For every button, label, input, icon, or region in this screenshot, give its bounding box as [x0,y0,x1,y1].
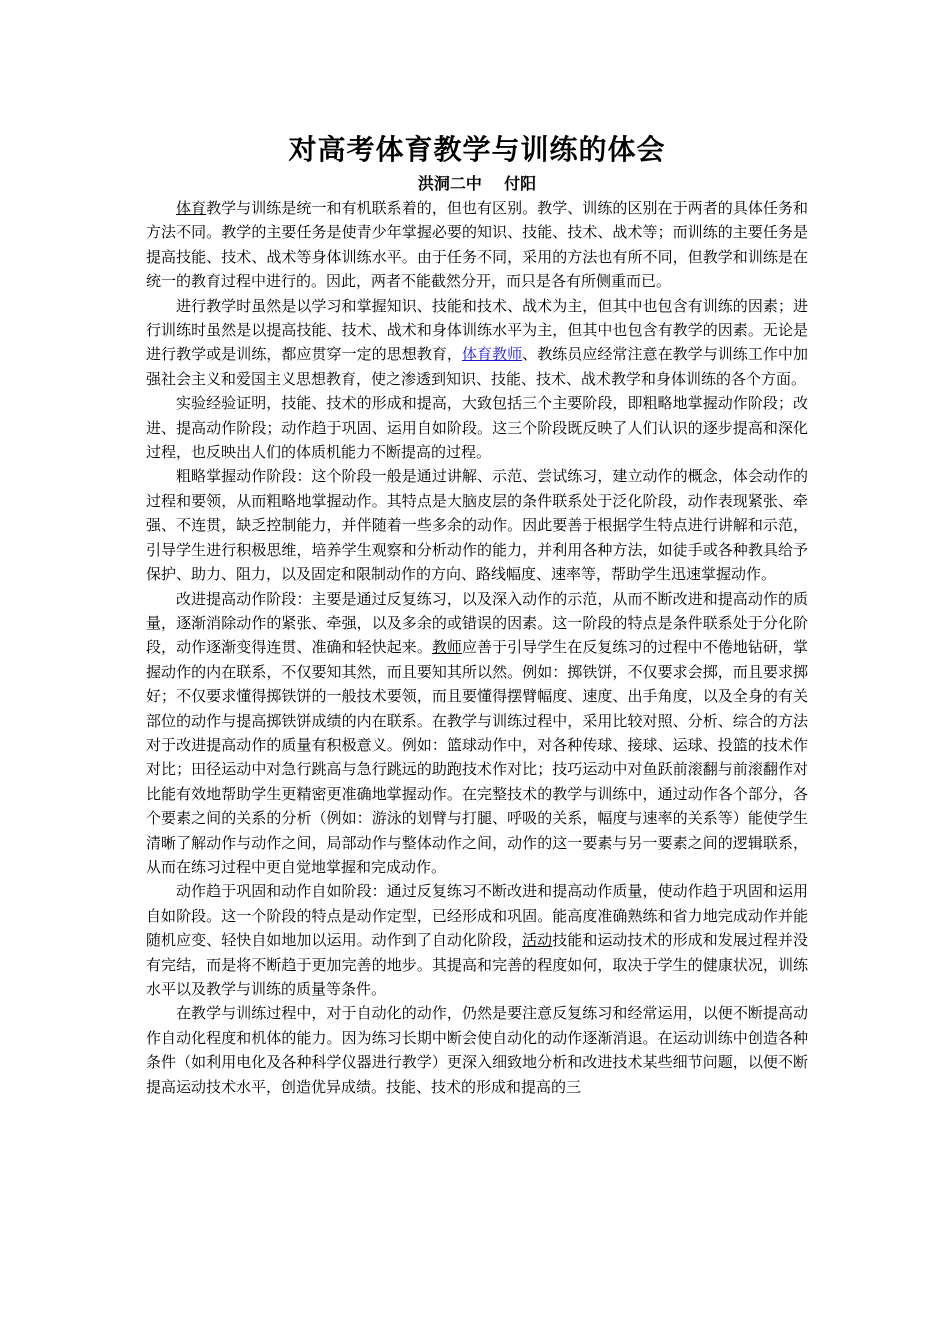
document-page [146,128,808,1099]
link-teacher[interactable]: 教师 [431,638,462,657]
paragraph-text: 在教学与训练过程中，对于自动化的动作，仍然是要注意反复练习和经常运用，以便不断提高动作自动化程度和机体的能力。因为练习长期中断会使自动化的动作逐渐消退。在运动训练中创造各种条件（如利用电化及各种科学仪器进行教学）更深入细致地分析和改进技术某些细节问题，以便不断提高运动技术水平，创造优异成绩。技能、技术的形成和提高的三 [146,1004,808,1096]
paragraph-3 [146,391,808,464]
paragraph-4 [146,464,808,586]
paragraph-6 [146,879,808,1001]
paragraph-7 [146,1001,808,1099]
paragraph-text: 动作趋于巩固和动作自如阶段：通过反复练习不断改进和提高动作质量，使动作趋于巩固和运用自如阶段。这一个阶段的特点是动作定型，已经形成和巩固。能高度准确熟练和省力地完成动作并能随机应变、轻快自如地加以运用。动作到了自动化阶段， [146,882,808,950]
link-pe-teacher[interactable]: 体育教师 [461,345,523,364]
paragraph-text: 、教练员应经常注意在教学与训练工作中加强社会主义和爱国主义思想教育，使之渗透到知识、技能、技术、战术教学和身体训练的各个方面。 [146,345,808,388]
paragraph-text: 实验经验证明，技能、技术的形成和提高，大致包括三个主要阶段，即粗略地掌握动作阶段；改进、提高动作阶段；动作趋于巩固、运用自如阶段。这三个阶段既反映了人们认识的逐步提高和深化过程，也反映出人们的体质机能力不断提高的过程。 [146,394,808,462]
paragraph-text: 教学与训练是统一和有机联系着的，但也有区别。教学、训练的区别在于两者的具体任务和方法不同。教学的主要任务是使青少年掌握必要的知识、技能、技术、战术等；而训练的主要任务是提高技能、技术、战术等身体训练水平。由于任务不同，采用的方法也有所不同，但教学和训练是在统一的教育过程中进行的。因此，两者不能截然分开，而只是各有所侧重而已。 [146,199,808,291]
link-activity[interactable]: 活动 [522,931,553,950]
paragraph-5 [146,587,808,880]
paragraph-text: 技能和运动技术的形成和发展过程并没有完结，而是将不断趋于更加完善的地步。其提高和完善的程度如何，取决于学生的健康状况，训练水平以及教学与训练的质量等条件。 [146,931,808,998]
paragraph-2 [146,294,808,392]
link-sports[interactable]: 体育 [176,199,207,217]
document-author: 洪洞二中 付阳 [417,174,537,193]
paragraph-1 [146,196,808,294]
paragraph-text: 应善于引导学生在反复练习的过程中不倦地钻研，掌握动作的内在联系，不仅要知其然，而且要知其所以然。例如：掷铁饼，不仅要求会掷，而且要求掷好；不仅要求懂得掷铁饼的一般技术要领，而且要懂得摆臂幅度、速度、出手角度，以及全身的有关部位的动作与提高掷铁饼成绩的内在联系。在教学与训练过程中，采用比较对照、分析、综合的方法对于改进提高动作的质量有积极意义。例如：篮球动作中，对各种传球、接球、运球、投篮的技术作对比；田径运动中对急行跳高与急行跳远的助跑技术作对比；技巧运动中对鱼跃前滚翻与前滚翻作对比能有效地帮助学生更精密更准确地掌握动作。在完整技术的教学与训练中，通过动作各个部分，各个要素之间的关系的分析（例如：游泳的划臂与打腿、呼吸的关系，幅度与速率的关系等）能使学生清晰了解动作与动作之间，局部动作与整体动作之间，动作的这一要素与另一要素之间的逻辑联系，从而在练习过程中更自觉地掌握和完成动作。 [146,638,808,876]
paragraph-text: 改进提高动作阶段：主要是通过反复练习，以及深入动作的示范，从而不断改进和提高动作的质量，逐渐消除动作的紧张、牵强，以及多余的或错误的因素。这一阶段的特点是条件联系处于分化阶段，动作逐渐变得连贯、准确和轻快起来。 [146,589,808,657]
document-title: 对高考体育教学与训练的体会 [288,133,666,166]
paragraph-text: 进行教学时虽然是以学习和掌握知识、技能和技术、战术为主，但其中也包含有训练的因素；进行训练时虽然是以提高技能、技术、战术和身体训练水平为主，但其中也包含有教学的因素。无论是进行教学或是训练，都应贯穿一定的思想教育， [146,296,808,364]
paragraph-text: 粗略掌握动作阶段：这个阶段一般是通过讲解、示范、尝试练习，建立动作的概念，体会动作的过程和要领，从而粗略地掌握动作。其特点是大脑皮层的条件联系处于泛化阶段，动作表现紧张、牵强、不连贯，缺乏控制能力，并伴随着一些多余的动作。因此要善于根据学生特点进行讲解和示范，引导学生进行积极思维，培养学生观察和分析动作的能力，并利用各种方法，如徒手或各种教具给予保护、助力、阻力，以及固定和限制动作的方向、路线幅度、速率等，帮助学生迅速掌握动作。 [146,467,808,584]
